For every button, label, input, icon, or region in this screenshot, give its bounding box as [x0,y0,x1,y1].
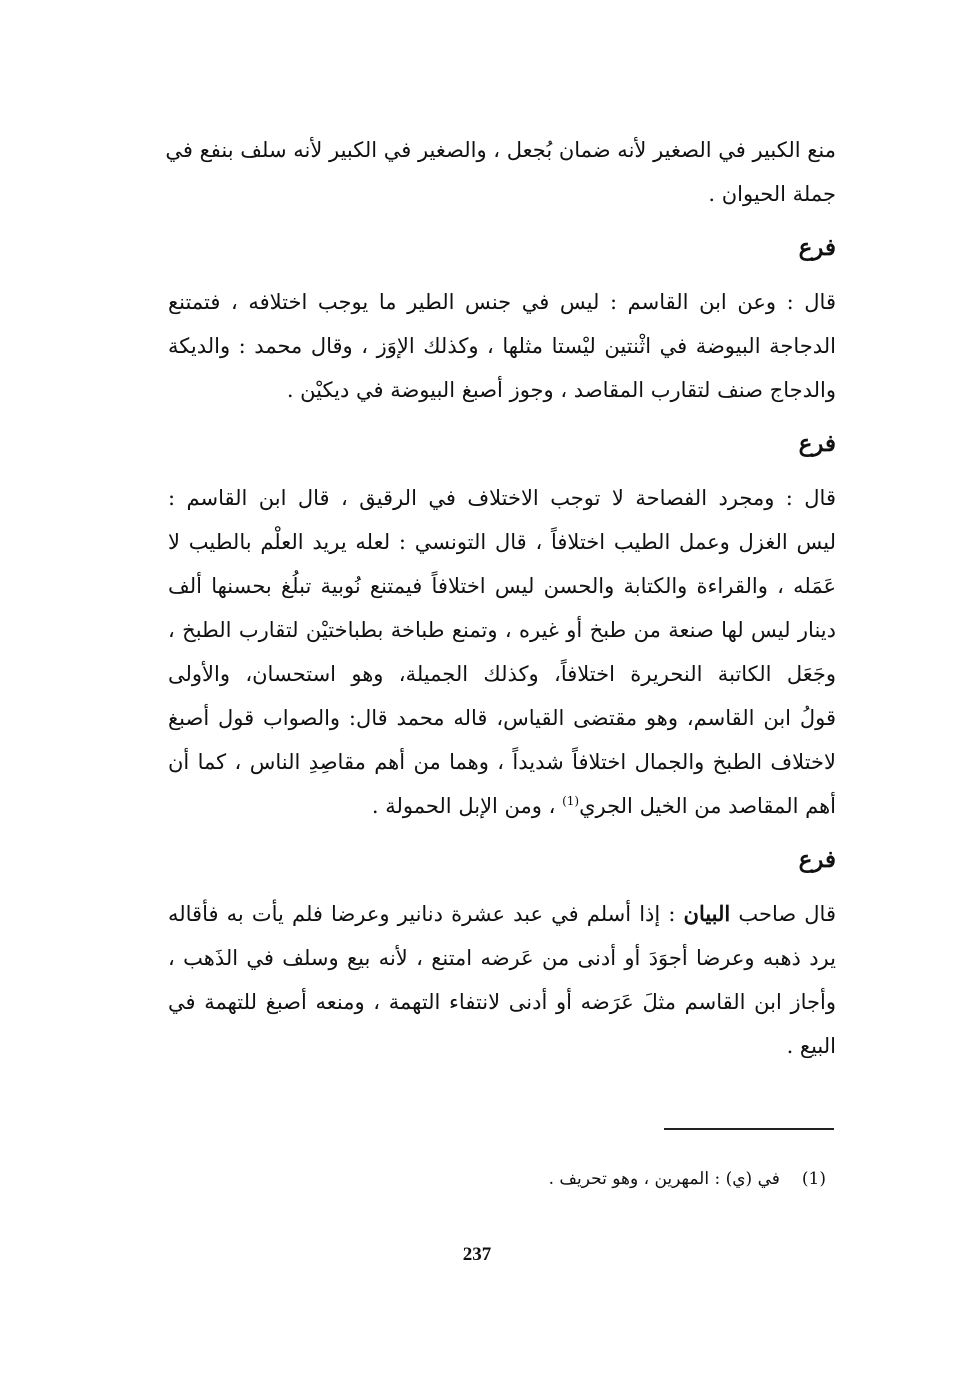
text-line: الدجاجة البيوضة في اثْنتين ليْستا مثلها ، وكذلك الإوَز ، وقال محمد : والديكة [168,334,836,358]
text-line: قال : وعن ابن القاسم : ليس في جنس الطير ما يوجب اختلافه ، فتمتنع [168,290,836,314]
footnote-reference: (1) [562,794,580,808]
text-segment: أهم المقاصد من الخيل الجري [579,794,836,818]
text-line: ليس الغزل وعمل الطيب اختلافاً ، قال التونسي : لعله يريد العلْم بالطيب لا [168,530,836,554]
text-line [168,892,836,936]
page-body [165,128,836,1068]
text-segment: : إذا أسلم في عبد عشرة دنانير وعرضا فلم يأت به فأقاله [168,902,684,926]
book-title: البيان [683,901,731,926]
section-heading: فرع [798,430,836,457]
paragraph-2 [168,280,836,412]
text-line: البيع . [786,1034,836,1058]
text-line: منع الكبير في الصغير لأنه ضمان بُجعل ، والصغير في الكبير لأنه سلف بنفع في [165,138,836,162]
text-line: جملة الحيوان . [708,182,836,206]
text-line: والدجاج صنف لتقارب المقاصد ، وجوز أصبغ البيوضة في ديكيْن . [286,378,836,402]
text-line: دينار ليس لها صنعة من طبخ أو غيره ، وتمنع طباخة بطباختيْن لتقارب الطبخ ، [168,618,836,642]
text-line: يرد ذهبه وعرضا أجوَدَ أو أدنى من عَرضه امتنع ، لأنه بيع وسلف في الذَهب ، [168,946,836,970]
text-line: لاختلاف الطبخ والجمال اختلافاً شديداً ، وهما من أهم مقاصِدِ الناس ، كما أن [168,750,836,774]
text-line-with-footnote [168,784,836,828]
page-number: 237 [462,1244,492,1265]
text-line: وأجاز ابن القاسم مثلَ عَرَضه أو أدنى لانتفاء التهمة ، ومنعه أصبغ للتهمة في [168,990,836,1014]
text-line: قال : ومجرد الفصاحة لا توجب الاختلاف في الرقيق ، قال ابن القاسم : [168,486,836,510]
footnote-number: (1) [801,1169,826,1189]
text-line: عَمَله ، والقراءة والكتابة والحسن ليس اختلافاً فيمتنع نُوبية تبلُغ بحسنها ألف [168,574,836,598]
text-segment: ، ومن الإبل الحمولة . [371,794,563,818]
paragraph-1 [165,128,836,216]
text-line: وجَعَل الكاتبة النحريرة اختلافاً، وكذلك الجميلة، وهو استحسان، والأولى [168,662,836,686]
footnote [426,1164,826,1194]
text-segment: قال صاحب [730,902,836,926]
footnote-text: في (ي) : المهرين ، وهو تحريف . [548,1169,780,1189]
paragraph-4 [168,892,836,1068]
text-line: قولُ ابن القاسم، وهو مقتضى القياس، قاله محمد قال: والصواب قول أصبغ [168,706,836,730]
paragraph-3 [168,476,836,828]
section-heading: فرع [798,234,836,261]
section-heading: فرع [798,846,836,873]
footnote-divider [664,1128,834,1130]
